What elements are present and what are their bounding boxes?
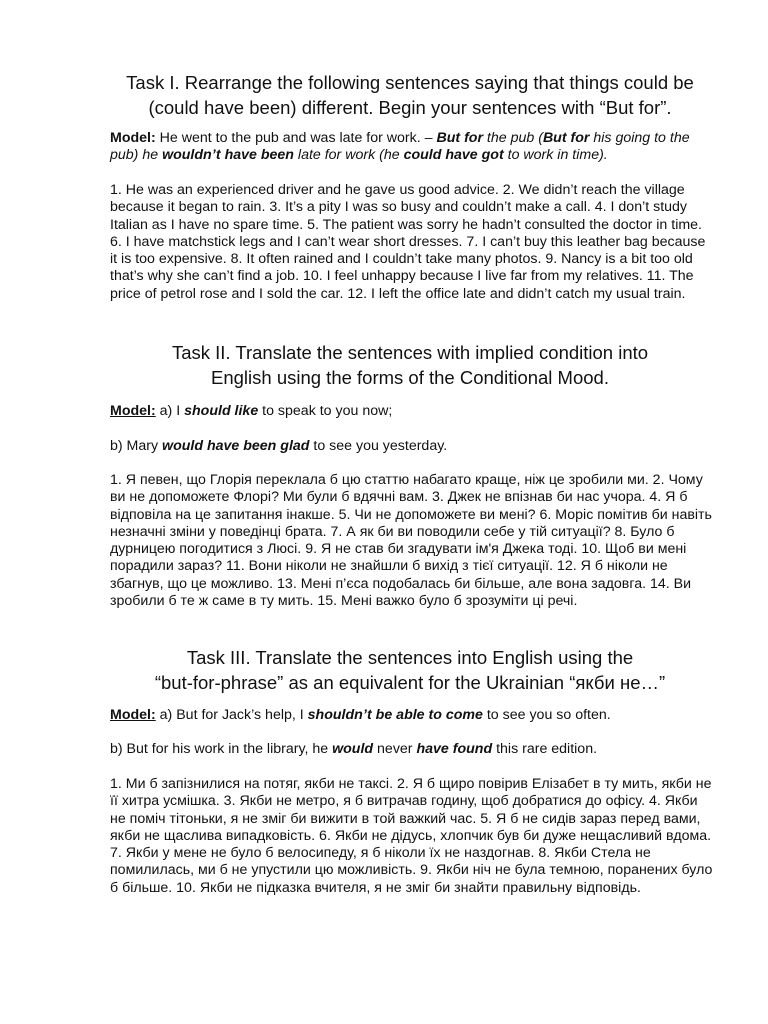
model-text: a) I [155,403,185,419]
task2-model-a [110,403,714,420]
task3-model-b [110,741,714,758]
model-text: to speak to you now; [258,403,393,419]
model-emphasis: shouldn’t be able to come [307,707,483,723]
task2-title-line1: Task II. Translate the sentences with implied condition into [171,342,649,363]
model-text: b) Mary [110,438,163,454]
task1-exercises: 1. He was an experienced driver and he gave us good advice. 2. We didn’t reach the village because it began to rain. 3. It’s a pity I was so busy and couldn’t make a call. 4. I don’t study Italian as I have no spare time. 5. The patient was sorry he hadn’t consulted the doctor in time. 6. I have matchstick legs and I can’t wear short dresses. 7. I can’t buy this leather bag because it is too expensive. 8. It often rained and I couldn’t take many photos. 9. Nancy is a bit too old that’s why she can’t find a job. 10. I feel unhappy because I live far from my relatives. 11. The price of petrol rose and I sold the car. 12. I left the office late and didn’t catch my usual train. [110,182,706,302]
task2-exercises: 1. Я певен, що Глорія переклала б цю статтю набагато краще, ніж це зробили ми. 2. Чому ви не допоможете Флорі? Ми були б вдячні вам. 3. Джек не впізнав би нас учора. 4. Я б відповіла на це запитання інакше. 5. Чи не допоможете ви мені? 6. Моріс помітив би навіть незначні зміни у поведінці брата. 7. А як би ви поводили себе у тій ситуації? 8. Було б дурницею погодитися з Люсі. 9. Я не став би згадувати ім'я Джека тоді. 10. Щоб ви мені порадили зараз? 11. Вони ніколи не знайшли б вихід з тієї ситуації. 12. Я б ніколи не збагнув, що це можливо. 13. Мені п’єса подобалась би більше, але вона задовга. 14. Ви зробили б те ж саме в ту мить. 15. Мені важко було б зрозуміти ці речі. [110,472,712,610]
model-text: late for work (he [293,147,404,164]
model-text: He went to the pub and was late for work. – [155,130,437,146]
task3-title-line1: Task III. Translate the sentences into English using the [186,647,634,668]
model-text: the pub ( [482,130,543,146]
model-text: a) But for Jack’s help, I [155,707,308,723]
task3-exercises: 1. Ми б запізнилися на потяг, якби не таксі. 2. Я б щиро повірив Елізабет в ту мить, якби не її хитра усмішка. 3. Якби не метро, я б витрачав годину, щоб добратися до офісу. 4. Якби не поміч тітоньки, я не зміг би вижити в той важкий час. 5. Я б не сидів зараз перед вами, якби не щаслива випадковість. 6. Якби не дідусь, хлопчик був би дуже нещасливий вдома. 7. Якби у мене не було б велосипеду, я б ніколи їх не наздогнав. 8. Якби Стела не помилилась, ми б не упустили цю можливість. 9. Якби ніч не була темною, поранених було б більше. 10. Якби не підказка вчителя, я не зміг би знайти правильну відповідь. [110,776,713,896]
task2-title [100,340,720,390]
model-text: his going to the pub) he [110,130,690,164]
model-text: to work in time). [503,147,608,164]
task1-title [100,70,720,120]
task3-title-line2: “but-for-phrase” as an equivalent for the Ukrainian “якби не…” [154,672,666,693]
model-emphasis: would have been glad [162,438,310,454]
model-label: Model: [110,403,156,419]
model-emphasis: But for [542,130,590,146]
model-emphasis: wouldn’t have been [162,147,294,164]
model-text: to see you so often. [482,707,611,723]
task2-title-line2: English using the forms of the Conditional Mood. [211,367,609,388]
task1-model [110,130,714,165]
model-emphasis: could have got [403,147,504,164]
task2-model-b [110,438,714,455]
model-text: never [373,741,417,757]
model-label: Model: [110,707,156,723]
model-emphasis: should like [184,403,259,419]
task1-title-line1: Task I. Rearrange the following sentences saying that things could be [126,72,694,93]
model-text: this rare edition. [492,741,598,757]
task3-title [100,645,720,695]
model-label: Model: [110,130,156,146]
model-emphasis: But for [436,130,483,146]
task3-model-a [110,707,714,724]
model-text: to see you yesterday. [309,438,448,454]
model-emphasis: have found [416,741,493,757]
model-text: b) But for his work in the library, he [110,741,333,757]
model-emphasis: would [332,741,374,757]
task1-title-line2: (could have been) different. Begin your sentences with “But for”. [148,97,672,118]
